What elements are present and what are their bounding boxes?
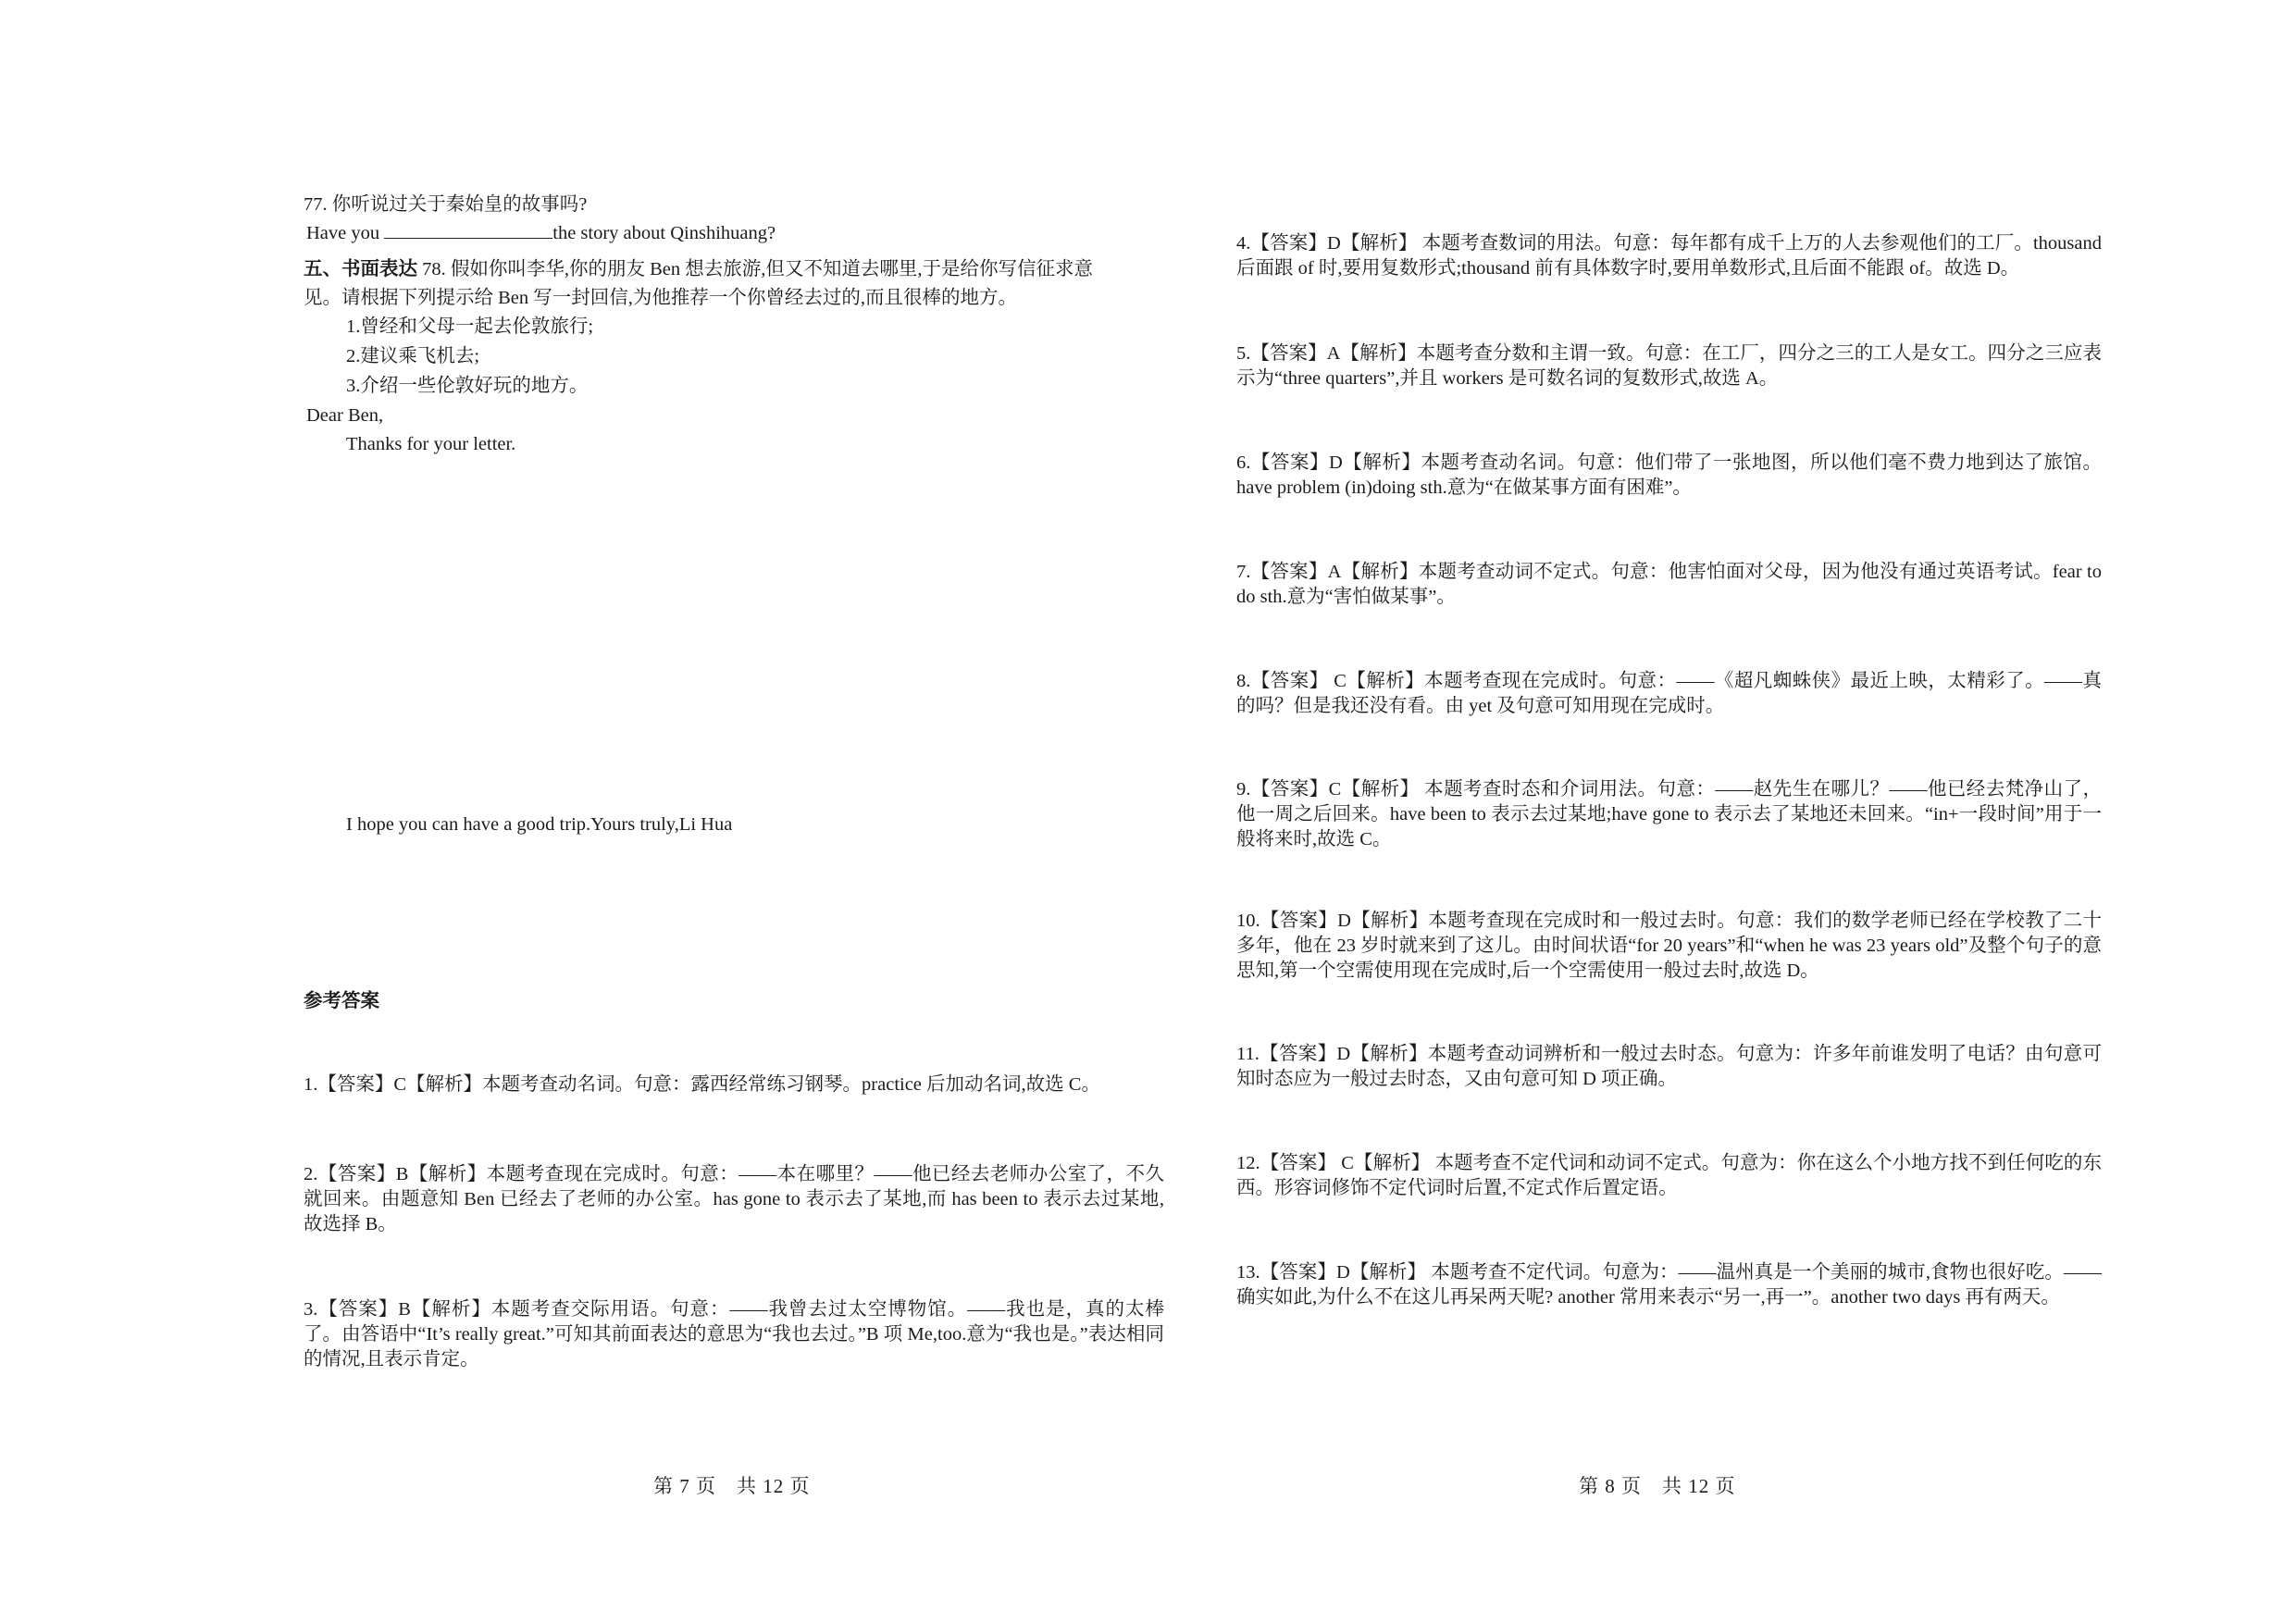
- answer-item-5: 5.【答案】A【解析】本题考查分数和主谓一致。句意：在工厂，四分之三的工人是女工。四分之三应表示为“three quarters”,并且 workers 是可数名词的复数形式,故选 A。: [1236, 343, 2102, 389]
- letter-closing: I hope you can have a good trip.Yours truly,Li Hua: [346, 814, 733, 835]
- answer-item-3: 3.【答案】B【解析】本题考查交际用语。句意：——我曾去过太空博物馆。——我也是，真的太棒了。由答语中“It’s really great.”可知其前面表达的意思为“我也去过。”B 项 Me,too.意为“我也是。”表达相同的情况,且表示肯定。: [304, 1299, 1164, 1370]
- question-77-prefix: Have you: [306, 223, 380, 243]
- answer-item-6: 6.【答案】D【解析】本题考查动名词。句意：他们带了一张地图，所以他们毫不费力地到达了旅馆。have problem (in)doing sth.意为“在做某事方面有困难”。: [1236, 452, 2102, 498]
- question-77-line: [304, 221, 1164, 246]
- answers-heading: 参考答案: [304, 991, 379, 1011]
- question-77-prompt: 77. 你听说过关于秦始皇的故事吗?: [304, 194, 588, 215]
- writing-hint-1: 1.曾经和父母一起去伦敦旅行;: [346, 316, 594, 337]
- letter-salutation: Dear Ben,: [306, 405, 384, 426]
- page-footer-right: 第 8 页 共 12 页: [1579, 1475, 1736, 1497]
- answer-blank[interactable]: [384, 221, 552, 239]
- page-footer-left: 第 7 页 共 12 页: [653, 1475, 811, 1497]
- writing-hint-3: 3.介绍一些伦敦好玩的地方。: [346, 376, 589, 396]
- writing-prompt-line2: 见。请根据下列提示给 Ben 写一封回信,为他推荐一个你曾经去过的,而且很棒的地方。: [304, 288, 1018, 308]
- answer-item-10: 10.【答案】D【解析】本题考查现在完成时和一般过去时。句意：我们的数学老师已经在学校教了二十多年，他在 23 岁时就来到了这儿。由时间状语“for 20 years”和“when he was 23 years old”及整个句子的意思知,第一个空需使用现在完成时,后一个空需使用一般过去时,故选 D。: [1236, 911, 2102, 981]
- right-page-column: [1236, 231, 2102, 1310]
- answer-item-8: 8.【答案】 C【解析】本题考查现在完成时。句意：——《超凡蜘蛛侠》最近上映，太精彩了。——真的吗？但是我还没有看。由 yet 及句意可知用现在完成时。: [1236, 671, 2102, 716]
- answer-item-1: 1.【答案】C【解析】本题考查动名词。句意：露西经常练习钢琴。practice 后加动名词,故选 C。: [304, 1074, 1100, 1095]
- left-page-column: [304, 192, 1164, 1372]
- answer-item-2: 2.【答案】B【解析】本题考查现在完成时。句意：——本在哪里？——他已经去老师办公室了，不久就回来。由题意知 Ben 已经去了老师的办公室。has gone to 表示去了某地,而 has been to 表示去过某地,故选择 B。: [304, 1164, 1164, 1234]
- question-77-suffix: the story about Qinshihuang?: [552, 223, 776, 243]
- writing-prompt-text: 78. 假如你叫李华,你的朋友 Ben 想去旅游,但又不知道去哪里,于是给你写信征求意: [417, 259, 1094, 279]
- section-label: 五、书面表达: [304, 259, 417, 279]
- answer-item-4: 4.【答案】D【解析】 本题考查数词的用法。句意：每年都有成千上万的人去参观他们的工厂。thousand 后面跟 of 时,要用复数形式;thousand 前有具体数字时,要用单数形式,且后面不能跟 of。故选 D。: [1236, 233, 2102, 279]
- answer-item-11: 11.【答案】D【解析】本题考查动词辨析和一般过去时态。句意为：许多年前谁发明了电话？由句意可知时态应为一般过去时态，又由句意可知 D 项正确。: [1236, 1044, 2102, 1089]
- answer-item-13: 13.【答案】D【解析】 本题考查不定代词。句意为：——温州真是一个美丽的城市,食物也很好吃。——确实如此,为什么不在这儿再呆两天呢? another 常用来表示“另一,再一”。another two days 再有两天。: [1236, 1262, 2102, 1308]
- writing-hint-2: 2.建议乘飞机去;: [346, 346, 480, 366]
- answer-item-12: 12.【答案】 C【解析】 本题考查不定代词和动词不定式。句意为：你在这么个小地方找不到任何吃的东西。形容词修饰不定代词时后置,不定式作后置定语。: [1236, 1153, 2102, 1198]
- writing-area[interactable]: [304, 457, 1164, 812]
- writing-prompt-line1: [304, 257, 1164, 282]
- letter-opening: Thanks for your letter.: [346, 434, 516, 454]
- answer-item-9: 9.【答案】C【解析】 本题考查时态和介词用法。句意：——赵先生在哪儿？——他已经去梵净山了，他一周之后回来。have been to 表示去过某地;have gone to 表示去了某地还未回来。“in+一段时间”用于一般将来时,故选 C。: [1236, 779, 2102, 849]
- answer-item-7: 7.【答案】A【解析】本题考查动词不定式。句意：他害怕面对父母，因为他没有通过英语考试。fear to do sth.意为“害怕做某事”。: [1236, 562, 2102, 607]
